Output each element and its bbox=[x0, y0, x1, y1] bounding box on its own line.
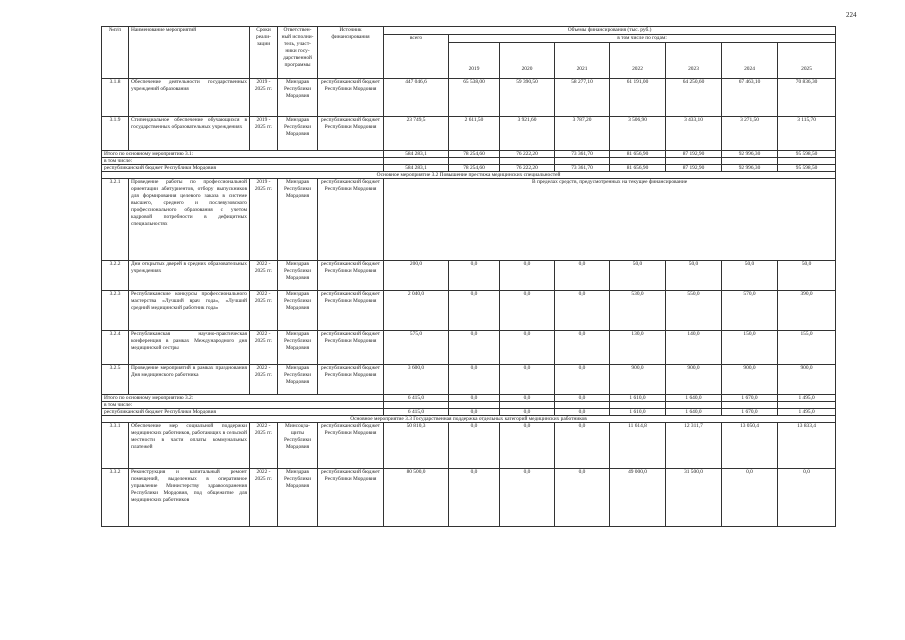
row-value: 0,0 bbox=[449, 291, 500, 331]
row-terms: 2022 - 2025 гг. bbox=[250, 261, 278, 291]
row-terms: 2019 - 2025 гг. bbox=[250, 79, 278, 117]
subtotal-sub-row bbox=[102, 402, 836, 409]
row-name: Проведение мероприятий в рамках празднования Дня медицинского работника bbox=[129, 365, 250, 395]
row-source: республиканский бюджет Республики Мордовия bbox=[318, 179, 384, 261]
header-year: 2025 bbox=[778, 43, 836, 79]
row-value: 58 277,10 bbox=[555, 79, 610, 117]
row-name: Проведение работы по профессиональной ориентации абитуриентов, отбору выпускников для формирования целевого заказа в системе высшего, среднего и послевузовского профессионального образования с учетом кадровой потребности в дефицитных специальностях bbox=[129, 179, 250, 261]
row-value: 900,0 bbox=[610, 365, 666, 395]
row-value: 0,0 bbox=[449, 365, 500, 395]
table-row bbox=[102, 365, 836, 395]
row-total: 80 500,0 bbox=[384, 469, 449, 527]
row-total: 23 749,5 bbox=[384, 117, 449, 151]
row-value: 64 250,60 bbox=[666, 79, 722, 117]
row-responsible: Минздрав Республики Мордовия bbox=[278, 261, 318, 291]
row-name: Стипендиальное обеспечение обучающихся в государственных образовательных учреждениях bbox=[129, 117, 250, 151]
row-source: республиканский бюджет Республики Мордовия bbox=[318, 365, 384, 395]
table-row bbox=[102, 291, 836, 331]
header-by-year: в том числе по годам: bbox=[449, 35, 836, 43]
row-terms: 2022 - 2025 гг. bbox=[250, 365, 278, 395]
row-value: 65 538,00 bbox=[449, 79, 500, 117]
row-total: 50 810,3 bbox=[384, 423, 449, 469]
subtotal-value: 1 670,0 bbox=[722, 395, 778, 402]
header-name: Наименование мероприятий bbox=[129, 27, 250, 79]
row-source: республиканский бюджет Республики Мордовия bbox=[318, 423, 384, 469]
row-value: 0,0 bbox=[500, 423, 555, 469]
subtotal-value: 0,0 bbox=[449, 395, 500, 402]
row-responsible: Минздрав Республики Мордовия bbox=[278, 79, 318, 117]
table-row bbox=[102, 423, 836, 469]
subtotal-row bbox=[102, 395, 836, 402]
row-value: 59 390,50 bbox=[500, 79, 555, 117]
row-value: 390,0 bbox=[778, 291, 836, 331]
row-value: 0,0 bbox=[449, 331, 500, 365]
subtotal-value: 0,0 bbox=[500, 395, 555, 402]
row-source: республиканский бюджет Республики Мордовия bbox=[318, 291, 384, 331]
subtotal-value: 73 361,70 bbox=[555, 151, 610, 158]
header-num: №п/п bbox=[102, 27, 129, 79]
row-total: 3 600,0 bbox=[384, 365, 449, 395]
row-value: 11 614,8 bbox=[610, 423, 666, 469]
row-num: 3.2.5 bbox=[102, 365, 129, 395]
row-note: В пределах средств, предусмотренных на текущее финансирование bbox=[384, 179, 836, 261]
subtotal-value: 92 996,30 bbox=[722, 151, 778, 158]
row-value: 3 433,10 bbox=[666, 117, 722, 151]
row-responsible: Минздрав Республики Мордовия bbox=[278, 117, 318, 151]
row-value: 13 833,4 bbox=[778, 423, 836, 469]
section-title: Основное мероприятие 3.3 Государственная поддержка отдельных категорий медицинских работников bbox=[102, 416, 836, 423]
row-total: 447 046,6 bbox=[384, 79, 449, 117]
row-value: 61 191,00 bbox=[610, 79, 666, 117]
row-value: 3 506,90 bbox=[610, 117, 666, 151]
row-num: 3.2.1 bbox=[102, 179, 129, 261]
row-source: республиканский бюджет Республики Мордовия bbox=[318, 261, 384, 291]
row-value: 50,0 bbox=[722, 261, 778, 291]
row-source: республиканский бюджет Республики Мордовия bbox=[318, 79, 384, 117]
row-terms: 2022 - 2025 гг. bbox=[250, 331, 278, 365]
row-source: республиканский бюджет Республики Мордовия bbox=[318, 117, 384, 151]
subtotal-budget-row bbox=[102, 165, 836, 172]
subtotal-row bbox=[102, 151, 836, 158]
row-value: 70 836,30 bbox=[778, 79, 836, 117]
row-value: 50,0 bbox=[778, 261, 836, 291]
row-value: 0,0 bbox=[555, 365, 610, 395]
row-value: 0,0 bbox=[500, 331, 555, 365]
row-value: 570,0 bbox=[722, 291, 778, 331]
row-name: Реконструкция и капитальный ремонт помещений, выделенных в оперативное управление Министерству здравоохранения Республики Мордовия, под общежитие для медицинских работников bbox=[129, 469, 250, 527]
header-year: 2019 bbox=[449, 43, 500, 79]
table-row bbox=[102, 469, 836, 527]
row-value: 3 271,50 bbox=[722, 117, 778, 151]
row-value: 0,0 bbox=[500, 261, 555, 291]
header-sources: Источник финансирования bbox=[318, 27, 384, 79]
subtotal-value: 78 254,60 bbox=[449, 151, 500, 158]
header-year: 2022 bbox=[610, 43, 666, 79]
header-year: 2020 bbox=[500, 43, 555, 79]
header-responsible: Ответствен-ный исполни-тель, участ-ники госу-дарственной программы bbox=[278, 27, 318, 79]
row-terms: 2022 - 2025 гг. bbox=[250, 291, 278, 331]
subtotal-budget-value: 87 192,90 bbox=[666, 165, 722, 172]
subtotal-budget-value: 81 656,90 bbox=[610, 165, 666, 172]
subtotal-budget-total: 6 415,0 bbox=[384, 409, 449, 416]
row-value: 0,0 bbox=[555, 331, 610, 365]
row-responsible: Минздрав Республики Мордовия bbox=[278, 469, 318, 527]
row-responsible: Минсоцза-щиты Республики Мордовия bbox=[278, 423, 318, 469]
header-year: 2024 bbox=[722, 43, 778, 79]
subtotal-budget-value: 0,0 bbox=[555, 409, 610, 416]
table-row bbox=[102, 261, 836, 291]
row-terms: 2019 - 2025 гг. bbox=[250, 117, 278, 151]
row-value: 49 000,0 bbox=[610, 469, 666, 527]
page-number: 224 bbox=[846, 11, 857, 19]
row-terms: 2019 - 2025 гг. bbox=[250, 179, 278, 261]
row-value: 0,0 bbox=[449, 423, 500, 469]
row-total: 200,0 bbox=[384, 261, 449, 291]
row-value: 12 311,7 bbox=[666, 423, 722, 469]
row-responsible: Минздрав Республики Мордовия bbox=[278, 331, 318, 365]
row-value: 0,0 bbox=[449, 261, 500, 291]
row-value: 0,0 bbox=[500, 469, 555, 527]
row-value: 50,0 bbox=[666, 261, 722, 291]
row-total: 575,0 bbox=[384, 331, 449, 365]
row-responsible: Минздрав Республики Мордовия bbox=[278, 365, 318, 395]
table-row bbox=[102, 117, 836, 151]
row-value: 550,0 bbox=[666, 291, 722, 331]
section-title: Основное мероприятие 3.2 Повышение престижа медицинских специальностей bbox=[102, 172, 836, 179]
row-value: 50,0 bbox=[610, 261, 666, 291]
subtotal-value: 1 610,0 bbox=[610, 395, 666, 402]
subtotal-value: 95 598,50 bbox=[778, 151, 836, 158]
subtotal-total: 6 415,0 bbox=[384, 395, 449, 402]
row-num: 3.1.9 bbox=[102, 117, 129, 151]
row-num: 3.2.4 bbox=[102, 331, 129, 365]
row-value: 3 115,70 bbox=[778, 117, 836, 151]
row-value: 0,0 bbox=[500, 365, 555, 395]
row-value: 150,0 bbox=[722, 331, 778, 365]
row-responsible: Минздрав Республики Мордовия bbox=[278, 291, 318, 331]
header-volumes: Объемы финансирования (тыс. руб.) bbox=[384, 27, 836, 35]
subtotal-value: 87 192,90 bbox=[666, 151, 722, 158]
subtotal-value: 81 656,90 bbox=[610, 151, 666, 158]
subtotal-budget-row bbox=[102, 409, 836, 416]
row-total: 2 040,0 bbox=[384, 291, 449, 331]
row-value: 0,0 bbox=[555, 423, 610, 469]
row-value: 67 463,10 bbox=[722, 79, 778, 117]
row-value: 900,0 bbox=[722, 365, 778, 395]
row-name: Республиканская научно-практическая конференция в рамках Международного дня медицинской сестры bbox=[129, 331, 250, 365]
subtotal-value: 0,0 bbox=[555, 395, 610, 402]
subtotal-budget-value: 95 598,50 bbox=[778, 165, 836, 172]
row-value: 530,0 bbox=[610, 291, 666, 331]
subtotal-sub-label: в том числе: bbox=[102, 158, 384, 165]
row-value: 13 050,4 bbox=[722, 423, 778, 469]
row-value: 900,0 bbox=[666, 365, 722, 395]
row-value: 130,0 bbox=[610, 331, 666, 365]
row-responsible: Минздрав Республики Мордовия bbox=[278, 179, 318, 261]
subtotal-value: 1 640,0 bbox=[666, 395, 722, 402]
row-value: 2 611,50 bbox=[449, 117, 500, 151]
section-row bbox=[102, 416, 836, 423]
subtotal-budget-value: 1 610,0 bbox=[610, 409, 666, 416]
subtotal-total: 584 283,1 bbox=[384, 151, 449, 158]
subtotal-sub-row bbox=[102, 158, 836, 165]
row-value: 140,0 bbox=[666, 331, 722, 365]
row-value: 900,0 bbox=[778, 365, 836, 395]
row-source: республиканский бюджет Республики Мордовия bbox=[318, 331, 384, 365]
subtotal-value: 76 222,20 bbox=[500, 151, 555, 158]
subtotal-budget-value: 76 222,20 bbox=[500, 165, 555, 172]
subtotal-budget-label: республиканский бюджет Республики Мордовия bbox=[102, 165, 384, 172]
subtotal-budget-value: 1 670,0 bbox=[722, 409, 778, 416]
table-row bbox=[102, 79, 836, 117]
table-row bbox=[102, 179, 836, 261]
subtotal-budget-total: 584 283,1 bbox=[384, 165, 449, 172]
subtotal-sub-label: в том числе: bbox=[102, 402, 384, 409]
subtotal-budget-value: 1 640,0 bbox=[666, 409, 722, 416]
row-num: 3.2.2 bbox=[102, 261, 129, 291]
row-value: 0,0 bbox=[449, 469, 500, 527]
row-num: 3.3.2 bbox=[102, 469, 129, 527]
row-name: Дни открытых дверей в средних образовательных учреждениях bbox=[129, 261, 250, 291]
subtotal-value: 1 495,0 bbox=[778, 395, 836, 402]
row-name: Обеспечение деятельности государственных учреждений образования bbox=[129, 79, 250, 117]
row-terms: 2022 - 2025 гг. bbox=[250, 469, 278, 527]
row-value: 31 500,0 bbox=[666, 469, 722, 527]
row-num: 3.2.3 bbox=[102, 291, 129, 331]
row-value: 0,0 bbox=[555, 291, 610, 331]
row-value: 0,0 bbox=[722, 469, 778, 527]
row-name: Республиканские конкурсы профессионального мастерства «Лучший врач года», «Лучший средний медицинский работник года» bbox=[129, 291, 250, 331]
subtotal-label: Итого по основному мероприятию 3.1: bbox=[102, 151, 384, 158]
header-total: всего bbox=[384, 35, 449, 79]
subtotal-budget-value: 0,0 bbox=[449, 409, 500, 416]
row-terms: 2022 - 2025 гг. bbox=[250, 423, 278, 469]
header-terms: Сроки реали-зации bbox=[250, 27, 278, 79]
subtotal-budget-label: республиканский бюджет Республики Мордовия bbox=[102, 409, 384, 416]
row-value: 0,0 bbox=[778, 469, 836, 527]
row-value: 3 787,20 bbox=[555, 117, 610, 151]
row-value: 0,0 bbox=[555, 469, 610, 527]
subtotal-budget-value: 1 495,0 bbox=[778, 409, 836, 416]
subtotal-budget-value: 92 996,30 bbox=[722, 165, 778, 172]
row-num: 3.3.1 bbox=[102, 423, 129, 469]
row-source: республиканский бюджет Республики Мордовия bbox=[318, 469, 384, 527]
row-value: 0,0 bbox=[500, 291, 555, 331]
row-num: 3.1.8 bbox=[102, 79, 129, 117]
row-value: 155,0 bbox=[778, 331, 836, 365]
row-value: 3 921,60 bbox=[500, 117, 555, 151]
section-row bbox=[102, 172, 836, 179]
financing-table bbox=[101, 26, 836, 527]
row-value: 0,0 bbox=[555, 261, 610, 291]
header-year: 2023 bbox=[666, 43, 722, 79]
header-year: 2021 bbox=[555, 43, 610, 79]
subtotal-budget-value: 0,0 bbox=[500, 409, 555, 416]
table-row bbox=[102, 331, 836, 365]
subtotal-budget-value: 78 254,60 bbox=[449, 165, 500, 172]
row-name: Обеспечение мер социальной поддержки медицинских работников, работающих в сельской местности в части оплаты коммунальных платежей bbox=[129, 423, 250, 469]
subtotal-label: Итого по основному мероприятию 3.2: bbox=[102, 395, 384, 402]
subtotal-budget-value: 73 361,70 bbox=[555, 165, 610, 172]
